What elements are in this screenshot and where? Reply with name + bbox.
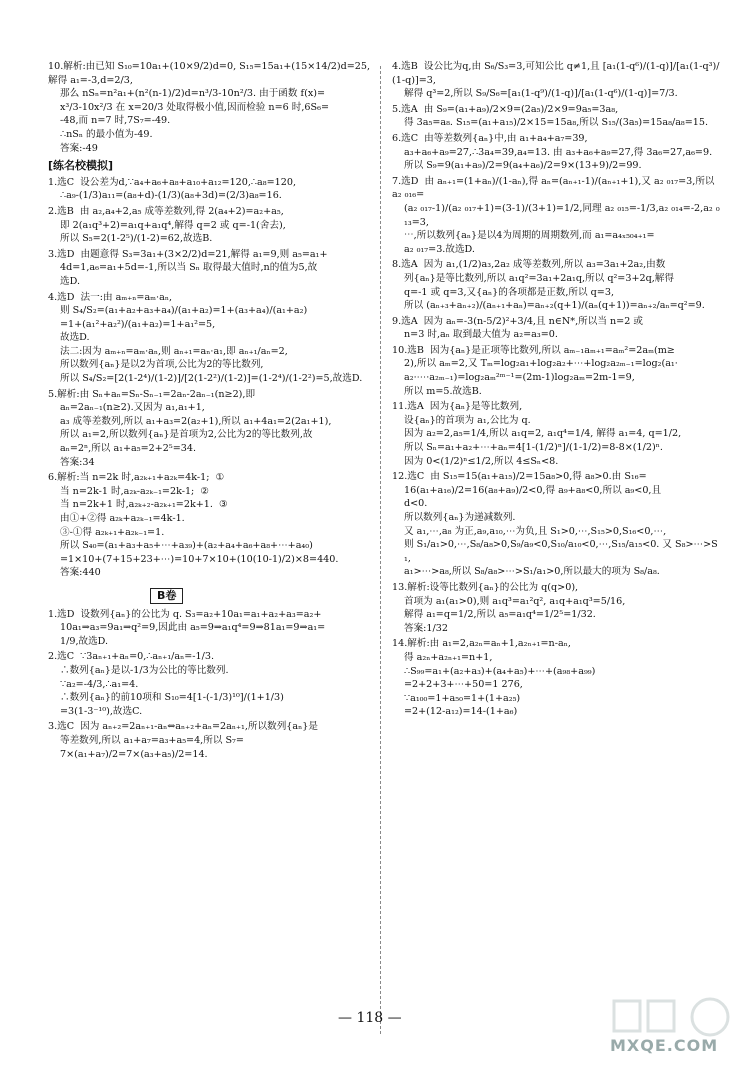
solution-line: 则 S₄/S₂=(a₁+a₂+a₃+a₄)/(a₁+a₂)=1+(a₃+a₄)/(a₁+a₂) [60,305,308,317]
solution-line: ∴数列{aₙ}是以-1/3为公比的等比数列. [60,664,229,676]
solution-line: d<0. [404,498,428,510]
solution-line: 所以数列{aₙ}为递减数列. [404,512,516,523]
solution-line: 当 n=2k+1 时,a₂ₖ₊₂-a₂ₖ₊₁=2k+1. ③ [60,499,228,511]
solution-line: 4.选B 设公比为q,由 S₆/S₃=3,可知公比 q≠1,且 [a₁(1-q⁶)/(1-q)]/[a₁(1-q³)/(1-q)]=3, [392,61,720,86]
solution-line: a₂·⋯·a₂ₘ₋₁)=log₂aₘ²ᵐ⁻¹=(2m-1)log₂aₘ=2m-1=9, [404,372,635,384]
solution-line: 1.选D 设数列{aₙ}的公比为 q. S₃=a₂+10a₁=a₁+a₂+a₃=a₂+ [48,608,322,620]
solution-line: 设{aₙ}的首项为 a₁,公比为 q. [404,414,531,426]
b-section-title: B卷 [150,588,183,604]
left-column [48,60,378,763]
solution-entry [392,132,722,173]
solution-line: =2+2+3+⋯+50=1 276, [404,679,523,691]
solution-line: 2.选C ∵3aₙ₊₁+aₙ=0,∴aₙ₊₁/aₙ=-1/3. [48,651,215,663]
solution-entry [48,176,378,203]
solution-line: 因为 0<(1/2)ⁿ≤1/2,所以 4≤Sₙ<8. [404,455,559,467]
solution-line: 6.解析:当 n=2k 时,a₂ₖ₊₁+a₂ₖ=4k-1; ① [48,472,225,484]
solution-line: ∴数列{aₙ}的前10项和 S₁₀=4[1-(-1/3)¹⁰]/(1+1/3) [60,692,284,704]
page-number: — 118 — [338,1010,402,1026]
solution-line: 所以 m=5.故选B. [404,385,482,397]
solution-line: a₁>⋯>a₈,所以 S₈/a₈>⋯>S₁/a₁>0,所以最大的项为 S₈/a₈. [404,566,660,578]
solution-line: (a₂ ₀₁₇-1)/(a₂ ₀₁₇+1)=(3-1)/(3+1)=1/2,同理 a₂ ₀₁₅=-1/3,a₂ ₀₁₄=-2,a₂ ₀₁₃=3, [404,202,720,228]
solution-entry [48,248,378,289]
solution-line: =1×10+(7+15+23+⋯)=10+7×10+(10(10-1)/2)×8=440. [60,553,339,565]
solution-line: 14.解析:由 a₁=2,a₂ₙ=aₙ+1,a₂ₙ₊₁=n-aₙ, [392,638,571,650]
solution-line: 答案:-49 [60,142,98,154]
solution-line: q=-1 或 q=3,又{aₙ}的各项都是正数,所以 q=3, [404,286,614,298]
solution-line: 解得 q³=2,所以 S₉/S₆=[a₁(1-q⁹)/(1-q)]/[a₁(1-q⁶)/(1-q)]=7/3. [404,88,678,100]
solution-entry [48,388,378,470]
solution-line: 又 a₁,⋯,a₈ 为正,a₉,a₁₀,⋯为负,且 S₁>0,⋯,S₁₅>0,S₁₆<0,⋯, [404,525,667,537]
solution-line: 10.选B 因为{aₙ}是正项等比数列,所以 aₘ₋₁aₘ₊₁=aₘ²=2aₘ(m≥ [392,344,675,356]
solution-line: x³/3-10x²/3 在 x=20/3 处取得极小值,因而检验 n=6 时,6S₆= [60,101,329,113]
solution-line: 答案:440 [60,567,101,579]
solution-line: 答案:1/32 [404,622,448,634]
solution-line: ∵a₁₀₀=1+a₅₀=1+(1+a₂₅) [404,692,521,704]
solution-line: 7.选D 由 aₙ₊₁=(1+aₙ)/(1-aₙ),得 aₙ=(aₙ₊₁-1)/(aₙ₊₁+1),又 a₂ ₀₁₇=3,所以 a₂ ₀₁₆= [392,175,718,201]
solution-line: 得 3a₅=a₈. S₁₅=(a₁+a₁₅)/2×15=15a₈,所以 S₁₅/(3a₅)=15a₈/a₈=15. [404,117,709,129]
solution-line: 因为 a₂=2,a₅=1/4,所以 a₁q=2, a₁q⁴=1/4, 解得 a₁=4, q=1/2, [404,428,682,440]
solution-line: a₃ 成等差数列,所以 a₁+a₃=2(a₂+1),所以 a₁+4a₁=2(2a₁+1), [60,415,332,427]
solution-line: 解得 a₁=q=1/2,所以 a₅=a₁q⁴=1/2⁵=1/32. [404,609,596,621]
solution-line: 16(a₁+a₁₆)/2=16(a₈+a₉)/2<0,得 a₉+a₈<0,所以 a₉<0,且 [404,484,662,496]
solution-line: 等差数列,所以 a₁+a₇=a₃+a₅=4,所以 S₇= [60,734,244,746]
solution-entry [48,720,378,761]
solution-line: 法二:因为 aₘ₊ₙ=aₘ·aₙ,则 aₙ₊₁=aₙ·a₁,即 aₙ₊₁/aₙ=2, [60,345,288,357]
solution-line: =3(1-3⁻¹⁰),故选C. [60,705,143,717]
solution-entry [392,470,722,579]
solution-line: ∴S₉₉=a₁+(a₂+a₃)+(a₄+a₅)+⋯+(a₉₈+a₉₉) [404,665,596,677]
solution-entry [48,205,378,246]
solution-entry [48,60,378,155]
solution-line: n=3 时,aₙ 取到最大值为 a₂=a₃=0. [404,329,558,341]
solution-line: ∵a₂=-4/3,∴a₁=4. [60,678,139,690]
solution-line: 4.选D 法一:由 aₘ₊ₙ=aₘ·aₙ, [48,291,173,303]
solution-line: 那么 nSₙ=n²a₁+(n²(n-1)/2)d=n³/3-10n²/3. 由于函数 f(x)= [60,88,326,100]
solution-line: 4d=1,a₆=a₁+5d=-1,所以当 Sₙ 取得最大值时,n的值为5,故 [60,262,318,274]
solution-line: 10a₁⇒a₃=9a₁⇒q²=9,因此由 a₅=9⇒a₁q⁴=9⇒81a₁=9⇒a₁= [60,622,326,634]
solution-entry [392,175,722,257]
solution-line: 3.选D 由题意得 S₃=3a₁+(3×2/2)d=21,解得 a₁=9,则 a₅=a₁+ [48,248,328,260]
solution-line: 5.选A 由 S₉=(a₁+a₉)/2×9=(2a₅)/2×9=9a₅=3a₈, [392,103,619,115]
solution-line: 12.选C 由 S₁₅=15(a₁+a₁₅)/2=15a₈>0,得 a₈>0.由 S₁₆= [392,471,647,483]
column-divider [380,66,381,1034]
solution-line: 所以 S₅=2(1-2⁵)/(1-2)=62,故选B. [60,233,213,245]
solution-line: 所以 S₄₀=(a₁+a₃+a₅+⋯+a₃₉)+(a₂+a₄+a₆+a₈+⋯+a₄₀) [60,540,313,552]
solution-entry [392,344,722,398]
solution-line: a₃+a₆+a₉=27,∴3a₄=39,a₄=13. 由 a₃+a₆+a₉=27,得 3a₆=27,a₆=9. [404,146,713,158]
solution-line: 则 S₁/a₁>0,⋯,S₈/a₈>0,S₉/a₉<0,S₁₀/a₁₀<0,⋯,S₁₅/a₁₅<0. 又 S₈>⋯>S₁, [404,539,718,564]
solution-line: 所以数列{aₙ}是以2为首项,公比为2的等比数列, [60,359,264,371]
solution-line: 首项为 a₁(a₁>0),则 a₁q³=a₁²q², a₁q+a₁q³=5/16, [404,595,626,607]
solution-line: 6.选C 由等差数列{aₙ}中,由 a₁+a₄+a₇=39, [392,132,588,144]
solution-line: 所以 a₁=2,所以数列{aₙ}是首项为2,公比为2的等比数列,故 [60,429,313,441]
section-title: [练名校模拟] [48,159,114,173]
solution-line: 8.选A 因为 a₁,(1/2)a₃,2a₂ 成等差数列,所以 a₃=3a₁+2a₂,由数 [392,259,666,271]
solution-line: aₙ=2aₙ₋₁(n≥2).又因为 a₁,a₁+1, [60,402,205,414]
solution-line: 由①+②得 a₂ₖ+a₂ₖ₋₁=4k-1. [60,513,185,524]
solution-line: 10.解析:由已知 S₁₀=10a₁+(10×9/2)d=0, S₁₅=15a₁+(15×14/2)d=25, 解得 a₁=-3,d=2/3, [48,61,374,86]
solution-entry [392,637,722,719]
solution-line: 所以 S₄/S₂=[2(1-2⁴)/(1-2)]/[2(1-2²)/(1-2)]=(1-2⁴)/(1-2²)=5,故选D. [60,373,363,385]
solution-line: 当 n=2k-1 时,a₂ₖ-a₂ₖ₋₁=2k-1; ② [60,485,209,497]
solution-entry [48,291,378,386]
solution-line: =1+(a₁²+a₂²)/(a₁+a₂)=1+a₁²=5, [60,318,216,330]
solution-line: 所以 Sₙ=a₁+a₂+⋯+aₙ=4[1-(1/2)ⁿ]/(1-1/2)=8-8×(1/2)ⁿ. [404,442,663,454]
solution-entry [48,608,378,649]
solution-line: -48,而 n=7 时,7S₇=-49. [60,115,171,127]
solution-line: 得 a₂ₙ+a₂ₙ₊₁=n+1, [404,651,493,663]
solution-entry [392,400,722,468]
solution-line: =2+(12-a₁₂)=14-(1+a₆) [404,706,518,718]
solution-line: ∴a₉-(1/3)a₁₁=(a₈+d)-(1/3)(a₈+3d)=(2/3)a₈=16. [60,190,282,202]
solution-entry [392,581,722,635]
solution-entry [392,60,722,101]
right-column [392,60,722,721]
solution-line: 13.解析:设等比数列{aₙ}的公比为 q(q>0), [392,581,579,593]
solution-line: ∴nSₙ 的最小值为-49. [60,128,153,140]
solution-line: ③-①得 a₂ₖ₊₁+a₂ₖ₋₁=1. [60,526,165,538]
solution-line: aₙ=2ⁿ,所以 a₁+a₅=2+2⁵=34. [60,443,197,455]
solution-line: 故选D. [60,332,90,344]
solution-entry [48,471,378,580]
solution-line: 列{aₙ}是等比数列,所以 a₁q²=3a₁+2a₁q,所以 q²=3+2q,解得 [404,272,674,284]
solution-entry [48,650,378,718]
solution-line: 7×(a₁+a₇)/2=7×(a₃+a₅)/2=14. [60,748,208,760]
solution-entry [392,258,722,312]
solution-line: 2.选B 由 a₂,a₄+2,a₅ 成等差数列,得 2(a₄+2)=a₂+a₅, [48,205,284,217]
solution-entry [392,103,722,130]
solution-line: ⋯,所以数列{aₙ}是以4为周期的周期数列,而 a₁=a₄ₓ₅₀₄₊₁= [404,230,655,242]
solution-line: 9.选A 因为 aₙ=-3(n-5/2)²+3/4,且 n∈N*,所以当 n=2 或 [392,315,643,327]
solution-line: 2),所以 aₘ=2,又 Tₘ=log₂a₁+log₂a₂+⋯+log₂a₂ₘ₋₁=log₂(a₁· [404,358,678,370]
solution-line: 1.选C 设公差为d,∵a₄+a₆+a₈+a₁₀+a₁₂=120,∴a₈=120, [48,176,296,188]
solution-line: 答案:34 [60,456,95,468]
solution-line: 即 2(a₁q³+2)=a₁q+a₁q⁴,解得 q=2 或 q=-1(舍去), [60,219,286,231]
solution-entry [392,315,722,342]
solution-line: a₂ ₀₁₇=3.故选D. [404,243,475,255]
solution-line: 1/9,故选D. [60,635,109,647]
solution-line: 所以 (aₙ₊₃+aₙ₊₂)/(aₙ₊₁+aₙ)=aₙ₊₂(q+1)/(aₙ(q+1))=aₙ₊₂/aₙ=q²=9. [404,300,705,312]
solution-line: 5.解析:由 Sₙ+aₙ=Sₙ-Sₙ₋₁=2aₙ-2aₙ₋₁(n≥2),即 [48,388,256,400]
solution-line: 所以 S₉=9(a₁+a₉)/2=9(a₄+a₆)/2=9×(13+9)/2=99. [404,160,642,172]
solution-line: 11.选A 因为{aₙ}是等比数列, [392,401,523,413]
watermark-text: MXQE.COM [610,1036,719,1055]
solution-line: 3.选C 因为 aₙ₊₂=2aₙ₊₁-aₙ⇔aₙ₊₂+aₙ=2aₙ₊₁,所以数列{aₙ}是 [48,721,318,733]
solution-line: 选D. [60,275,80,287]
